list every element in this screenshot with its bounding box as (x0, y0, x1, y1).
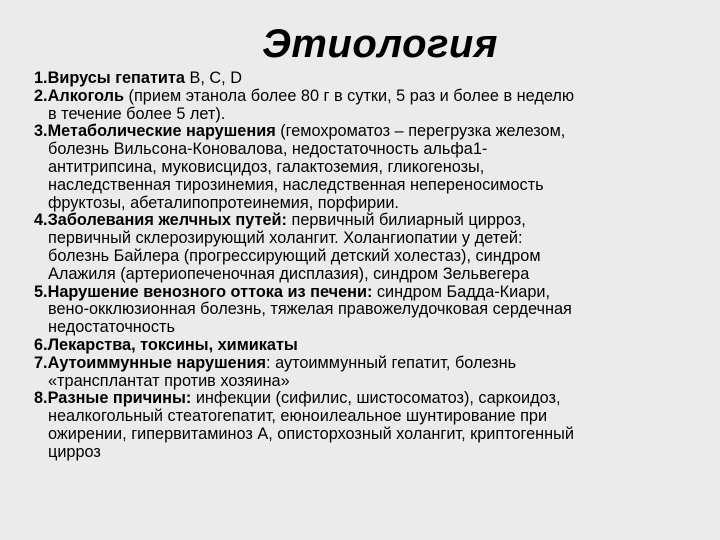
item-continuation-line: «трансплантат против хозяина» (48, 371, 290, 390)
item-text: первичный билиарный цирроз, (286, 211, 526, 230)
item-heading: Вирусы гепатита (47, 69, 185, 87)
item-continuation-line: первичный склерозирующий холангит. Холангиопатии у детей: (48, 229, 523, 248)
item-heading: Алкоголь (47, 86, 125, 105)
item-continuation-line: болезнь Байлера (прогрессирующий детский холестаз), синдром (48, 246, 541, 265)
item-number: 7. (34, 353, 48, 372)
item-heading: Разные причины: (47, 389, 192, 408)
item-first-line (34, 390, 710, 408)
item-text: (прием этанола более 80 г в сутки, 5 раз и более в неделю (124, 86, 575, 105)
item-number: 6. (34, 335, 48, 354)
item-first-line (34, 355, 710, 373)
item-continuation-line: неалкогольный стеатогепатит, еюноилеальное шунтирование при (48, 407, 548, 426)
item-continuation-line: цирроз (48, 442, 101, 461)
item-number: 8. (34, 389, 48, 408)
item-continuation-line: в течение более 5 лет). (48, 104, 226, 123)
list-item (34, 390, 710, 461)
list-item (34, 70, 710, 88)
item-number: 5. (34, 282, 48, 301)
item-number: 2. (34, 86, 48, 105)
item-text: : аутоиммунный гепатит, болезнь (266, 353, 517, 372)
item-first-line (34, 88, 710, 106)
list-item (34, 88, 710, 124)
item-first-line (34, 212, 710, 230)
list-item (34, 355, 710, 391)
item-first-line (34, 70, 710, 88)
item-continuation-line: фруктозы, абеталипопротеинемия, порфирии. (48, 193, 399, 212)
item-continuation-line: недостаточность (48, 318, 175, 337)
item-first-line (34, 123, 710, 141)
item-heading: Метаболические нарушения (47, 122, 276, 141)
item-number: 4. (34, 211, 48, 230)
list-item (34, 337, 710, 355)
item-number: 1. (34, 69, 48, 87)
item-text: (гемохроматоз – перегрузка железом, (275, 122, 566, 141)
item-heading: Лекарства, токсины, химикаты (47, 335, 298, 354)
item-continuation-line: ожирении, гипервитаминоз А, описторхозный холангит, криптогенный (48, 424, 574, 443)
item-continuation-line: вено-окклюзионная болезнь, тяжелая правожелудочковая сердечная (48, 300, 572, 319)
item-heading: Заболевания желчных путей: (47, 211, 287, 230)
item-continuation-line: наследственная тирозинемия, наследственная непереносимость (48, 175, 544, 194)
item-heading: Нарушение венозного оттока из печени: (47, 282, 373, 301)
item-text: инфекции (сифилис, шистосоматоз), саркоидоз, (191, 389, 561, 408)
slide-title: Этиология (262, 22, 498, 66)
item-continuation-line: Алажиля (артериопеченочная дисплазия), синдром Зельвегера (48, 264, 530, 283)
item-text: синдром Бадда-Киари, (372, 282, 550, 301)
item-first-line (34, 337, 710, 355)
item-text: В, С, D (184, 69, 242, 87)
list-item (34, 123, 710, 212)
etiology-list (34, 70, 710, 462)
item-continuation-line: болезнь Вильсона-Коновалова, недостаточность альфа1- (48, 140, 488, 159)
item-first-line (34, 284, 710, 302)
item-continuation-line: антитрипсина, муковисцидоз, галактоземия, гликогенозы, (48, 157, 485, 176)
item-number: 3. (34, 122, 48, 141)
list-item (34, 212, 710, 283)
list-item (34, 284, 710, 337)
item-heading: Аутоиммунные нарушения (47, 353, 267, 372)
